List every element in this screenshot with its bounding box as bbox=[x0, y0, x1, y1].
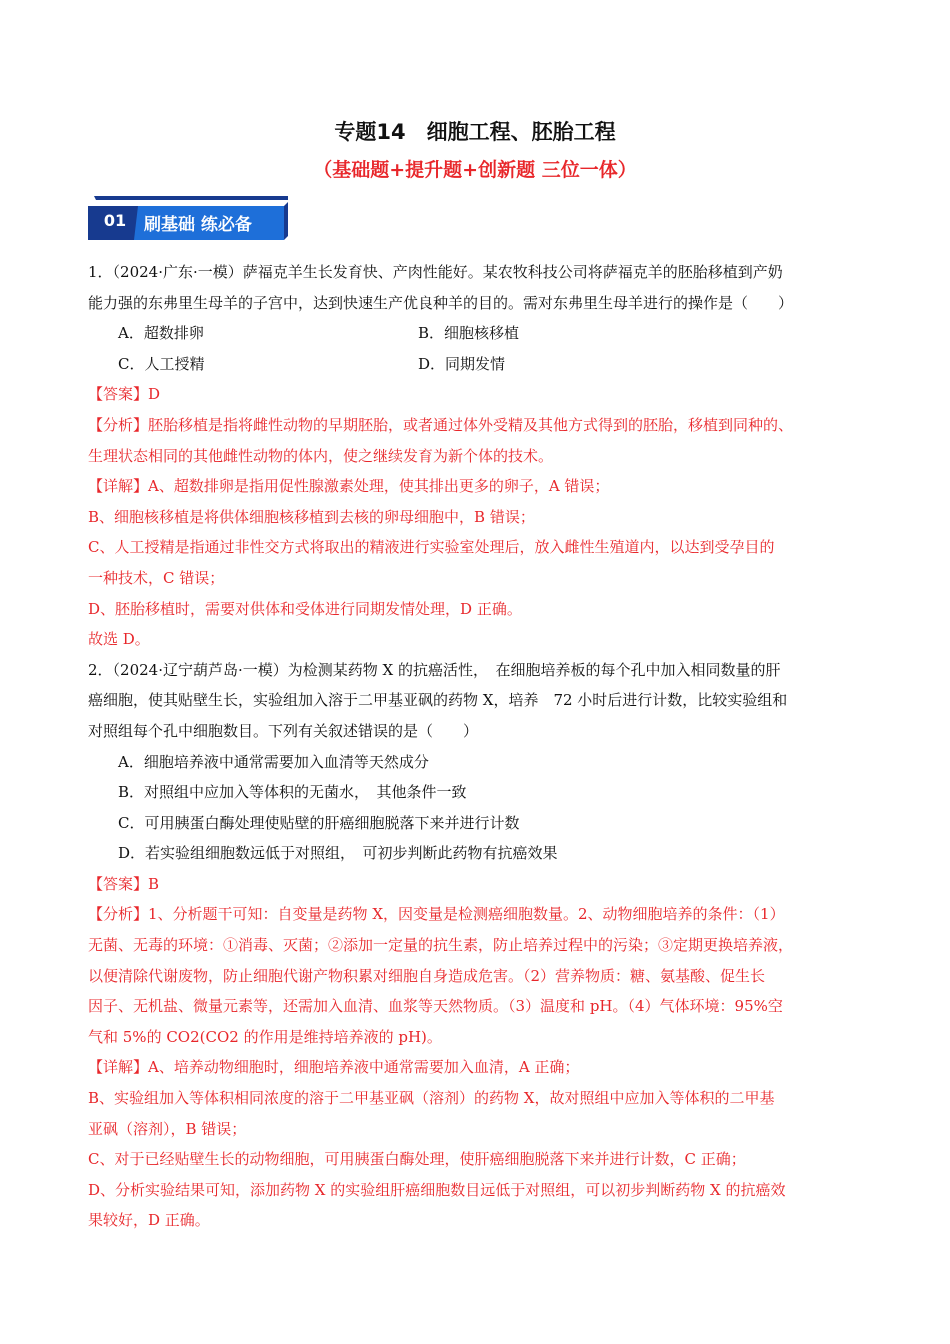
detail-line: 【详解】A、超数排卵是指用促性腺激素处理，使其排出更多的卵子，A 错误； bbox=[88, 477, 610, 496]
question-content bbox=[88, 257, 868, 1236]
analysis-line: 【分析】1、分析题干可知：自变量是药物 X，因变量是检测癌细胞数量。2、动物细胞培养的条件：（1） bbox=[88, 905, 785, 924]
question-stem-line: 2．（2024·辽宁葫芦岛·一模）为检测某药物 X 的抗癌活性， 在细胞培养板的每个孔中加入相同数量的肝 bbox=[88, 660, 781, 679]
detail-line: B、细胞核移植是将供体细胞核移植到去核的卵母细胞中，B 错误； bbox=[88, 507, 535, 526]
question-stem-line: 1．（2024·广东·一模）萨福克羊生长发育快、产肉性能好。某农牧科技公司将萨福克羊的胚胎移植到产奶 bbox=[88, 263, 783, 281]
option-a: A．细胞培养液中通常需要加入血清等天然成分 bbox=[118, 752, 429, 771]
analysis-line: 以便清除代谢废物，防止细胞代谢产物积累对细胞自身造成危害。（2）营养物质：糖、氨基酸、促生长 bbox=[88, 966, 766, 985]
detail-line: B、实验组加入等体积相同浓度的溶于二甲基亚砜（溶剂）的药物 X，故对照组中应加入等体积的二甲基 bbox=[88, 1089, 775, 1108]
answer-line: 【答案】B bbox=[88, 874, 160, 893]
detail-line: 果较好，D 正确。 bbox=[88, 1211, 210, 1230]
detail-line: D、分析实验结果可知，添加药物 X 的实验组肝癌细胞数目远低于对照组，可以初步判断药物 X 的抗癌效 bbox=[88, 1180, 786, 1199]
option-c: C．可用胰蛋白酶处理使贴壁的肝癌细胞脱落下来并进行计数 bbox=[118, 813, 520, 832]
option-b: B．对照组中应加入等体积的无菌水， 其他条件一致 bbox=[118, 783, 467, 802]
option-d: D．同期发情 bbox=[418, 354, 506, 373]
analysis-line: 因子、无机盐、微量元素等，还需加入血清、血浆等天然物质。（3）温度和 pH。（4）气体环境：95%空 bbox=[88, 997, 783, 1016]
option-c: C．人工授精 bbox=[118, 354, 205, 373]
answer-line: 【答案】D bbox=[88, 385, 161, 404]
detail-line: D、胚胎移植时，需要对供体和受体进行同期发情处理，D 正确。 bbox=[88, 599, 522, 618]
option-a: A．超数排卵 bbox=[118, 324, 204, 343]
question-2 bbox=[88, 655, 868, 1236]
option-d: D．若实验组细胞数远低于对照组， 可初步判断此药物有抗癌效果 bbox=[118, 844, 558, 863]
detail-line: 一种技术，C 错误； bbox=[88, 568, 225, 587]
question-1 bbox=[88, 257, 868, 655]
analysis-line: 无菌、无毒的环境：①消毒、灭菌；②添加一定量的抗生素，防止培养过程中的污染；③定期更换培养液， bbox=[88, 936, 794, 955]
question-stem-line: 能力强的东弗里生母羊的子宫中，达到快速生产优良种羊的目的。需对东弗里生母羊进行的操作是（ ） bbox=[88, 293, 794, 312]
detail-line: 故选 D。 bbox=[88, 630, 150, 649]
analysis-line: 【分析】胚胎移植是指将雌性动物的早期胚胎，或者通过体外受精及其他方式得到的胚胎，移植到同种的、 bbox=[88, 415, 794, 434]
detail-line: 【详解】A、培养动物细胞时，细胞培养液中通常需要加入血清，A 正确； bbox=[88, 1058, 580, 1077]
option-row bbox=[88, 349, 868, 380]
option-row bbox=[88, 318, 868, 349]
page-subtitle: （基础题+提升题+创新题 三位一体） bbox=[313, 159, 637, 181]
section-number: 01 bbox=[103, 211, 127, 230]
analysis-line: 气和 5%的 CO2(CO2 的作用是维持培养液的 pH)。 bbox=[88, 1027, 442, 1046]
detail-line: 亚砜（溶剂），B 错误； bbox=[88, 1119, 247, 1138]
question-stem-line: 癌细胞，使其贴壁生长，实验组加入溶于二甲基亚砜的药物 X，培养 72 小时后进行计数，比较实验组和 bbox=[88, 691, 788, 710]
detail-line: C、人工授精是指通过非性交方式将取出的精液进行实验室处理后，放入雌性生殖道内，以达到受孕目的 bbox=[88, 538, 775, 557]
question-stem-line: 对照组每个孔中细胞数目。下列有关叙述错误的是（ ） bbox=[88, 721, 479, 740]
section-banner bbox=[88, 196, 288, 242]
option-b: B．细胞核移植 bbox=[418, 324, 520, 343]
detail-line: C、对于已经贴壁生长的动物细胞，可用胰蛋白酶处理，使肝癌细胞脱落下来并进行计数，C 正确； bbox=[88, 1150, 746, 1169]
page-title: 专题14 细胞工程、胚胎工程 bbox=[334, 120, 616, 144]
analysis-line: 生理状态相同的其他雌性动物的体内，使之继续发育为新个体的技术。 bbox=[88, 446, 554, 465]
section-label: 刷基础 练必备 bbox=[144, 215, 252, 235]
